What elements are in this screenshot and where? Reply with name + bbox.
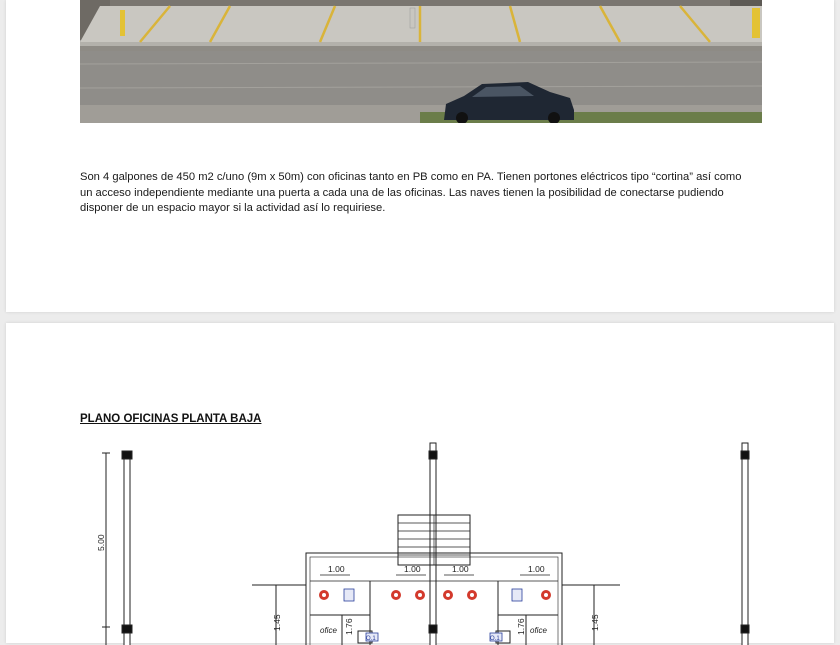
dim-height-1-76-left: 1.76 xyxy=(344,618,354,635)
room-label-office-right: ofice xyxy=(530,626,547,635)
floor-plan-drawing xyxy=(80,435,780,645)
dim-width-1: 1.00 xyxy=(328,564,345,574)
room-tag-right: O.1 xyxy=(490,636,500,642)
dim-width-3: 1.00 xyxy=(452,564,469,574)
plan-title: PLANO OFICINAS PLANTA BAJA xyxy=(80,413,262,425)
document-page-1 xyxy=(6,0,834,312)
dim-height-left: 5.00 xyxy=(96,534,106,551)
dim-height-1-76-right: 1.76 xyxy=(516,618,526,635)
document-page-2 xyxy=(6,323,834,643)
room-tag-left: O.1 xyxy=(366,636,376,642)
dim-width-4: 1.00 xyxy=(528,564,545,574)
warehouse-photo-image xyxy=(80,0,762,123)
dim-width-2: 1.00 xyxy=(404,564,421,574)
dim-height-1-45-left: 1.45 xyxy=(272,614,282,631)
dim-height-1-45-right: 1.45 xyxy=(590,614,600,631)
building-description: Son 4 galpones de 450 m2 c/uno (9m x 50m) con oficinas tanto en PB como en PA. Tienen portones eléctricos tipo “cortina” así como un acceso independiente mediante una puerta a cada una de las oficinas. Las naves tienen la posibilidad de conectarse pudiendo disponer de un espacio mayor si la actividad así lo requiriese. xyxy=(80,171,742,215)
floor-plan-svg xyxy=(80,435,780,645)
room-label-office-left: ofice xyxy=(320,626,337,635)
warehouse-photo xyxy=(80,0,762,123)
